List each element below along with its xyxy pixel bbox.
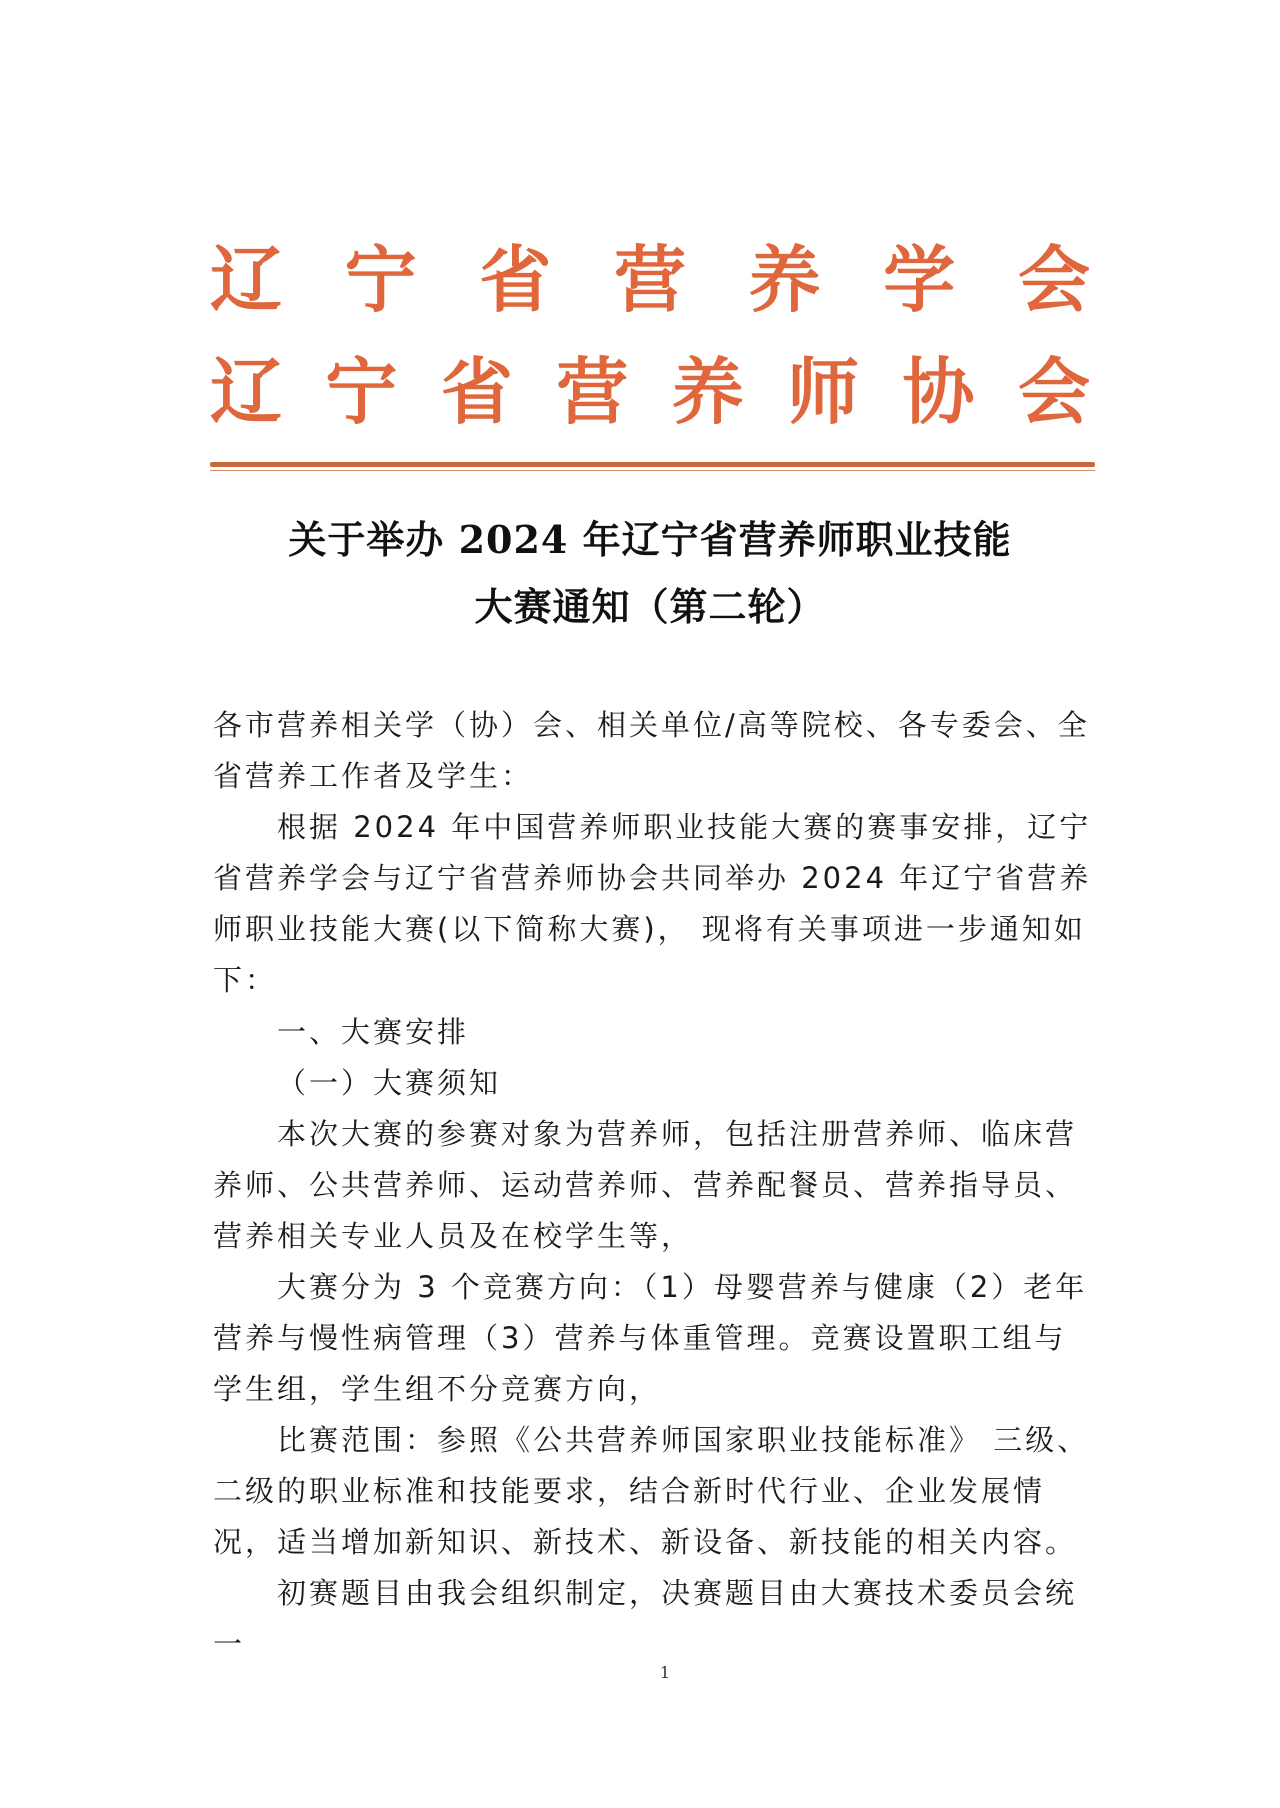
salutation-text: 各市营养相关学（协）会、相关单位/高等院校、各专委会、全省营养工作者及学生： bbox=[213, 708, 1090, 793]
letterhead-char: 会 bbox=[1017, 349, 1090, 434]
letterhead-char: 学 bbox=[883, 237, 956, 322]
section-paragraph: 初赛题目由我会组织制定，决赛题目由大赛技术委员会统一 bbox=[213, 1576, 1078, 1661]
section-heading: 一、大赛安排 bbox=[277, 1015, 470, 1049]
intro-text: 根据 2024 年中国营养师职业技能大赛的赛事安排，辽宁省营养学会与辽宁省营养师协会共同举办 2024 年辽宁省营养师职业技能大赛(以下简称大赛)， 现将有关事项进一步通知如下： bbox=[213, 810, 1092, 997]
letterhead-char: 会 bbox=[1017, 237, 1090, 322]
section-paragraph: 比赛范围：参照《公共营养师国家职业技能标准》 三级、二级的职业标准和技能要求，结合新时代行业、企业发展情况，适当增加新知识、新技术、新设备、新技能的相关内容。 bbox=[213, 1423, 1090, 1559]
letterhead-char: 营 bbox=[556, 349, 629, 434]
letterhead-char: 养 bbox=[748, 237, 821, 322]
salutation bbox=[213, 700, 1098, 802]
letterhead-divider-thin bbox=[210, 470, 1095, 471]
document-title-line-2: 大赛通知（第二轮） bbox=[474, 584, 826, 629]
letterhead-char: 辽 bbox=[210, 349, 283, 434]
letterhead-char: 养 bbox=[671, 349, 744, 434]
intro-paragraph bbox=[213, 802, 1098, 1006]
letterhead-org-1 bbox=[210, 237, 1090, 322]
section-paragraph: 本次大赛的参赛对象为营养师，包括注册营养师、临床营养师、公共营养师、运动营养师、营养配餐员、营养指导员、营养相关专业人员及在校学生等， bbox=[213, 1117, 1078, 1253]
page-number: 1 bbox=[659, 1663, 671, 1682]
sub-section-heading: （一）大赛须知 bbox=[277, 1066, 502, 1100]
letterhead-char: 协 bbox=[902, 349, 975, 434]
section-paragraph: 大赛分为 3 个竞赛方向：（1）母婴营养与健康（2）老年营养与慢性病管理（3）营养与体重管理。竞赛设置职工组与学生组，学生组不分竞赛方向， bbox=[213, 1270, 1088, 1406]
letterhead-char: 省 bbox=[479, 237, 552, 322]
letterhead-divider bbox=[210, 462, 1095, 467]
letterhead-char: 营 bbox=[613, 237, 686, 322]
section-1 bbox=[213, 1007, 1098, 1670]
letterhead-char: 省 bbox=[440, 349, 513, 434]
letterhead-org-2 bbox=[210, 349, 1090, 434]
document-title-line-1: 关于举办 2024 年辽宁省营养师职业技能 bbox=[288, 517, 1012, 562]
letterhead-char: 辽 bbox=[210, 237, 283, 322]
letterhead-char: 师 bbox=[787, 349, 860, 434]
letterhead-char: 宁 bbox=[344, 237, 417, 322]
letterhead-char: 宁 bbox=[325, 349, 398, 434]
